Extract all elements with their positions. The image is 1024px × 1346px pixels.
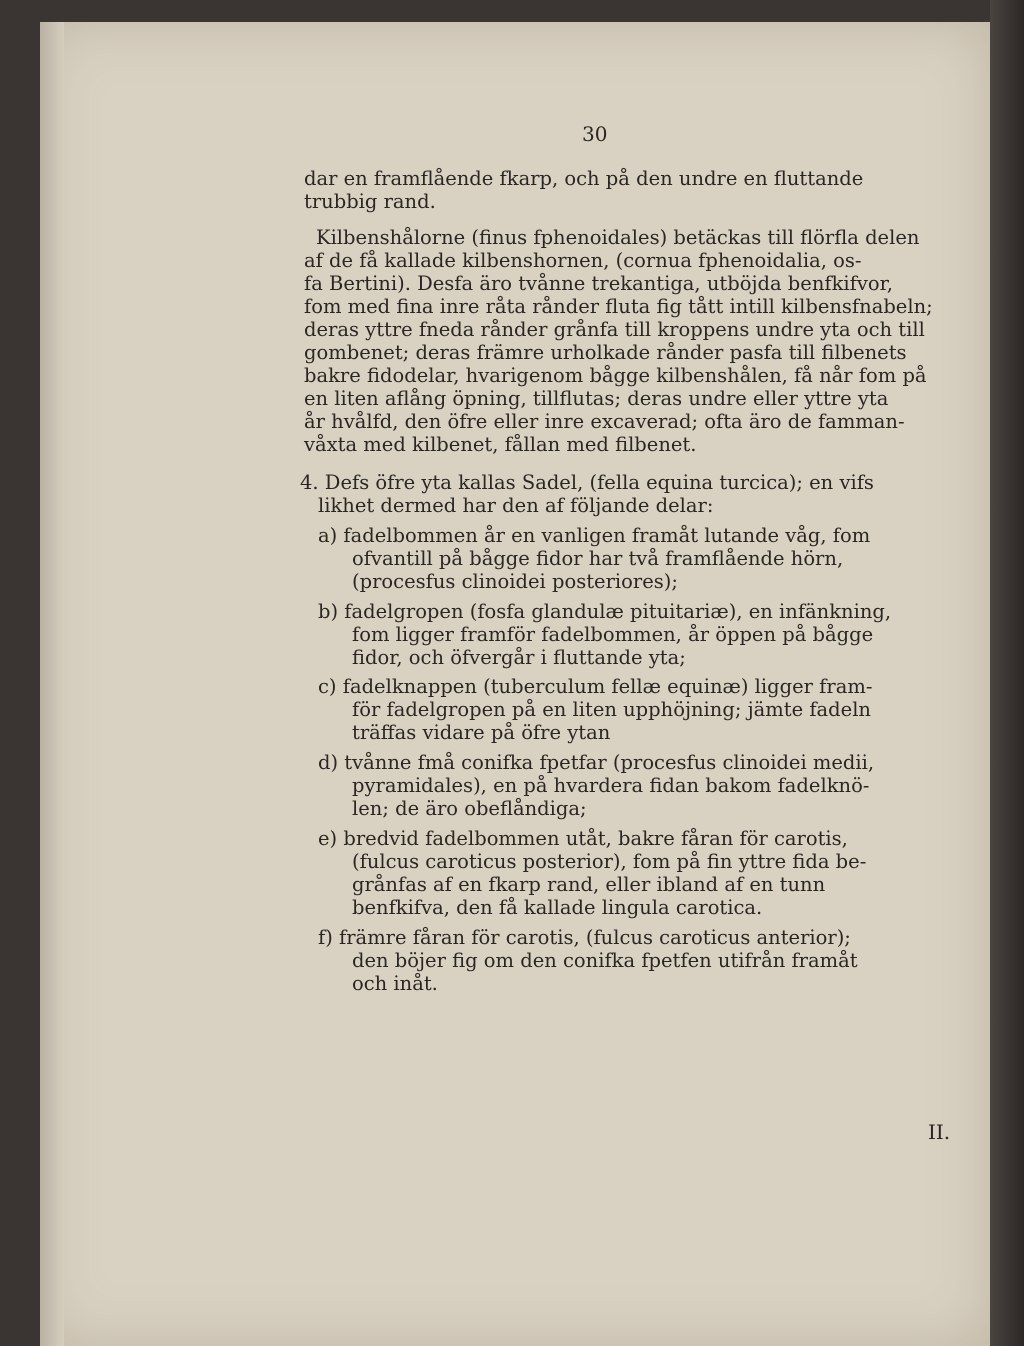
list-item: d) tvånne fmå conifka fpetfar (procesfus clinoidei medii, [318, 751, 875, 774]
page-number: 30 [582, 122, 608, 146]
section-heading-line: 4. Defs öfre yta kallas Sadel, (fella equina turcica); en vifs [300, 471, 874, 494]
list-item: a) fadelbommen år en vanligen framåt lutande våg, fom [318, 524, 871, 547]
list-item-continuation: (procesfus clinoidei posteriores); [352, 570, 678, 593]
list-item-continuation: fidor, och öfvergår i fluttande yta; [352, 646, 686, 669]
list-item: e) bredvid fadelbommen utåt, bakre fåran för carotis, [318, 827, 848, 850]
text-line: fa Bertini). Desfa äro tvånne trekantiga, utböjda benfkifvor, [304, 272, 893, 295]
list-item-continuation: och inåt. [352, 972, 438, 995]
text-line: våxta med kilbenet, fållan med filbenet. [304, 433, 697, 456]
list-item-continuation: benfkifva, den få kallade lingula carotica. [352, 896, 763, 919]
list-item-continuation: grånfas af en fkarp rand, eller ibland af en tunn [352, 873, 826, 896]
list-item-continuation: len; de äro obeflåndiga; [352, 797, 587, 820]
text-line: deras yttre fneda rånder grånfa till kroppens undre yta och till [304, 318, 925, 341]
text-line: af de få kallade kilbenshornen, (cornua fphenoidalia, os- [304, 249, 862, 272]
list-item: f) främre fåran för carotis, (fulcus caroticus anterior); [318, 926, 851, 949]
catchword: II. [928, 1120, 951, 1144]
text-line: gombenet; deras främre urholkade rånder pasfa till filbenets [304, 341, 907, 364]
text-line: en liten aflång öpning, tillflutas; deras undre eller yttre yta [304, 387, 889, 410]
text-line: dar en framflående fkarp, och på den undre en fluttande [304, 167, 864, 190]
list-item-continuation: träffas vidare på öfre ytan [352, 721, 611, 744]
text-line: år hvålfd, den öfre eller inre excaverad; ofta äro de famman- [304, 410, 905, 433]
text-line: fom med fina inre råta rånder fluta fig tått intill kilbensfnabeln; [304, 295, 933, 318]
list-item-continuation: pyramidales), en på hvardera fidan bakom fadelknö- [352, 774, 870, 797]
list-item: c) fadelknappen (tuberculum fellæ equinæ) ligger fram- [318, 675, 873, 698]
list-item: b) fadelgropen (fosfa glandulæ pituitariæ), en infänkning, [318, 600, 892, 623]
list-item-continuation: ofvantill på bågge fidor har två framflående hörn, [352, 547, 844, 570]
text-line: likhet dermed har den af följande delar: [318, 494, 714, 517]
list-item-continuation: den böjer fig om den conifka fpetfen utifrån framåt [352, 949, 858, 972]
page-gutter [40, 22, 64, 1346]
text-line: trubbig rand. [304, 190, 436, 213]
text-line: Kilbenshålorne (finus fphenoidales) betäckas till flörfla delen [316, 226, 920, 249]
list-item-continuation: (fulcus caroticus posterior), fom på fin yttre fida be- [352, 850, 867, 873]
text-line: bakre fidodelar, hvarigenom bågge kilbenshålen, få når fom på [304, 364, 927, 387]
book-edge [990, 0, 1024, 1346]
list-item-continuation: fom ligger framför fadelbommen, år öppen på bågge [352, 623, 874, 646]
list-item-continuation: för fadelgropen på en liten upphöjning; jämte fadeln [352, 698, 871, 721]
